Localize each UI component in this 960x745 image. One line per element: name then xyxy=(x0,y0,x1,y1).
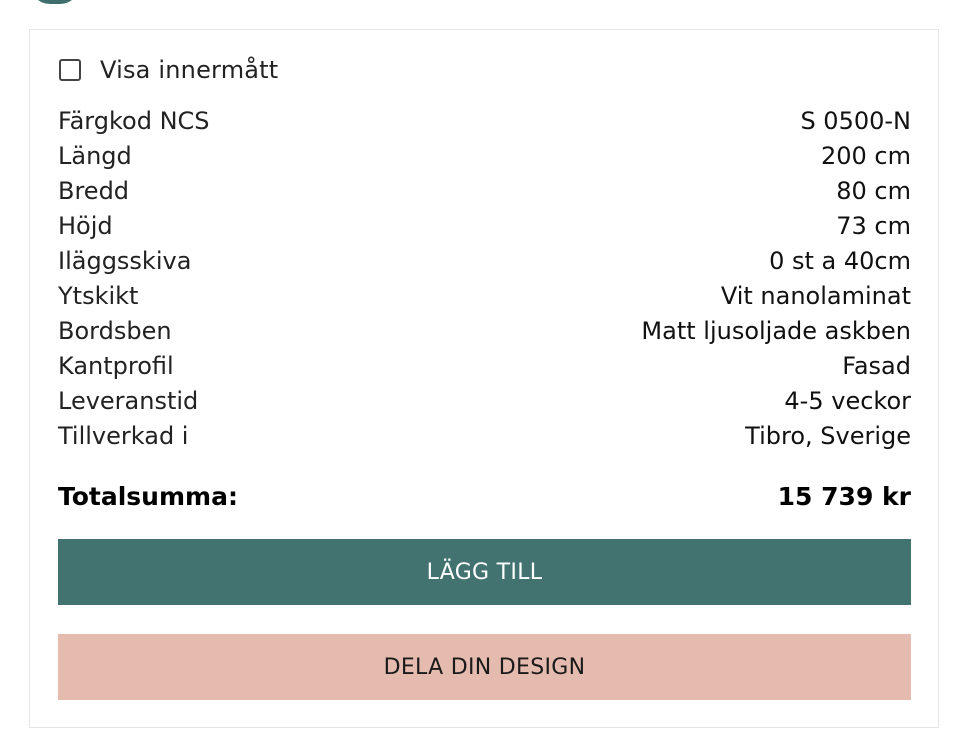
spec-list xyxy=(58,103,911,453)
spec-value: Vit nanolaminat xyxy=(720,281,911,310)
spec-row-color-code xyxy=(58,103,911,138)
add-to-cart-button[interactable]: LÄGG TILL xyxy=(58,539,911,605)
spec-label: Leveranstid xyxy=(58,386,199,415)
spec-row-made-in xyxy=(58,418,911,453)
spec-value: Matt ljusoljade askben xyxy=(641,316,911,345)
total-row xyxy=(58,482,911,511)
show-inner-dimensions-label: Visa innermått xyxy=(100,56,279,84)
spec-row-width xyxy=(58,173,911,208)
spec-label: Höjd xyxy=(58,211,113,240)
spec-value: 80 cm xyxy=(836,176,911,205)
spec-value: 200 cm xyxy=(820,141,911,170)
spec-value: S 0500-N xyxy=(800,106,911,135)
spec-row-extension-leaf xyxy=(58,243,911,278)
spec-label: Bordsben xyxy=(58,316,172,345)
spec-label: Kantprofil xyxy=(58,351,174,380)
spec-value: 73 cm xyxy=(836,211,911,240)
avatar xyxy=(30,0,80,4)
spec-label: Färgkod NCS xyxy=(58,106,210,135)
spec-row-height xyxy=(58,208,911,243)
spec-row-delivery-time xyxy=(58,383,911,418)
spec-label: Tillverkad i xyxy=(58,421,189,450)
total-label: Totalsumma: xyxy=(58,482,238,511)
spec-label: Iläggsskiva xyxy=(58,246,192,275)
show-inner-dimensions-checkbox[interactable] xyxy=(59,59,81,81)
total-price: 15 739 kr xyxy=(777,482,911,511)
spec-value: 0 st a 40cm xyxy=(769,246,911,275)
spec-label: Längd xyxy=(58,141,132,170)
spec-row-surface xyxy=(58,278,911,313)
spec-row-edge-profile xyxy=(58,348,911,383)
spec-label: Ytskikt xyxy=(58,281,139,310)
spec-row-length xyxy=(58,138,911,173)
spec-value: 4-5 veckor xyxy=(784,386,911,415)
spec-value: Fasad xyxy=(842,351,911,380)
spec-label: Bredd xyxy=(58,176,130,205)
spec-value: Tibro, Sverige xyxy=(745,421,911,450)
show-inner-dimensions-option[interactable] xyxy=(59,56,278,84)
product-summary-panel xyxy=(29,29,939,728)
share-design-button[interactable]: DELA DIN DESIGN xyxy=(58,634,911,700)
spec-row-table-legs xyxy=(58,313,911,348)
